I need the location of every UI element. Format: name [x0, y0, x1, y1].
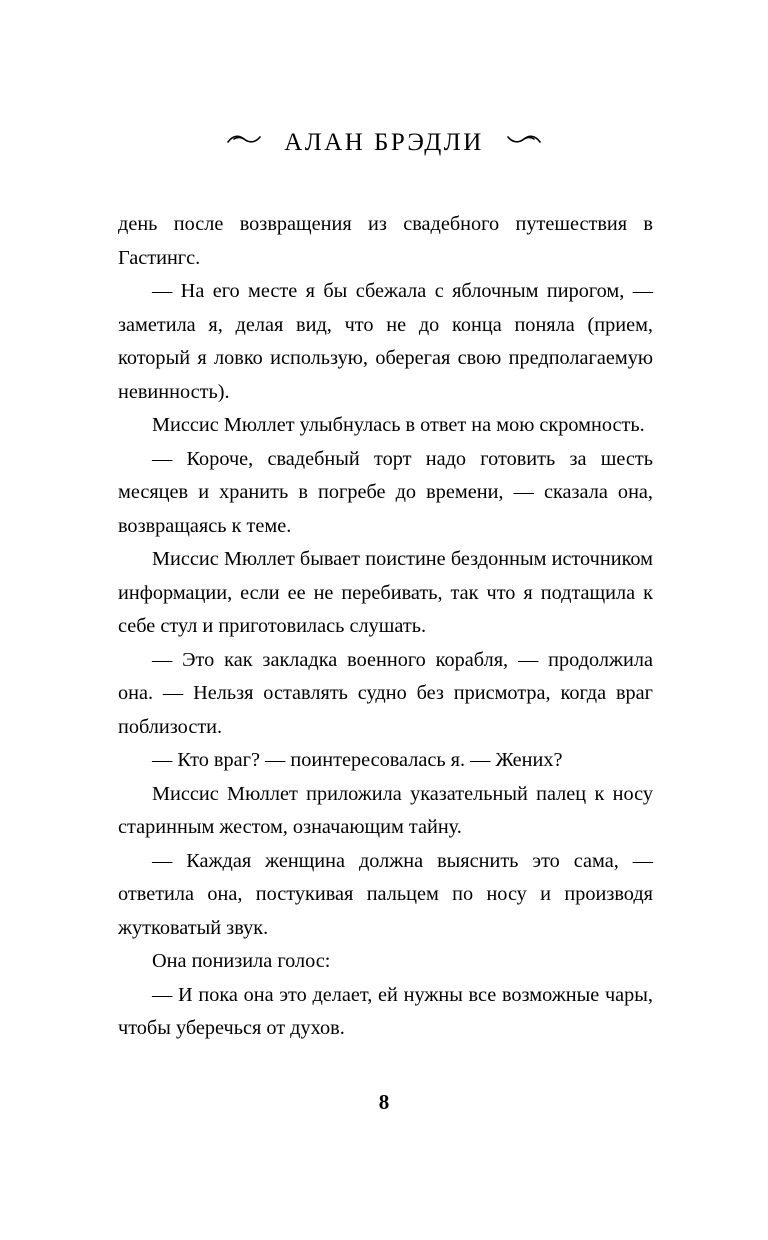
paragraph: — Короче, свадебный торт надо готовить за шесть месяцев и хранить в погребе до времени, — сказала она, возвращаясь к теме.: [118, 447, 653, 537]
paragraph: — И пока она это делает, ей нужны все возможные чары, чтобы уберечься от духов.: [118, 983, 653, 1039]
book-author-title: АЛАН БРЭДЛИ: [284, 129, 484, 157]
ornament-right-icon: [507, 130, 541, 152]
running-head: [0, 128, 768, 157]
paragraph: — На его месте я бы сбежала с яблочным пирогом, — заметила я, делая вид, что не до конца поняла (прием, который я ловко использую, оберегая свою предполагаемую невинность).: [118, 280, 653, 403]
page-number: 8: [378, 1090, 390, 1114]
ornament-left-icon: [227, 130, 261, 152]
paragraph: Миссис Мюллет приложила указательный палец к носу старинным жестом, означающим тайну.: [118, 782, 653, 838]
paragraph: — Это как закладка военного корабля, — продолжила она. — Нельзя оставлять судно без присмотра, когда враг поблизости.: [118, 648, 653, 738]
paragraph: Миссис Мюллет улыбнулась в ответ на мою скромность.: [152, 414, 645, 436]
paragraph: — Кто враг? — поинтересовалась я. — Жених?: [152, 749, 563, 771]
body-text: [118, 208, 653, 1046]
paragraph: — Каждая женщина должна выяснить это сама, — ответила она, постукивая пальцем по носу и производя жутковатый звук.: [118, 849, 653, 939]
paragraph: Она понизила голос:: [152, 950, 331, 972]
paragraph: Миссис Мюллет бывает поистине бездонным источником информации, если ее не перебивать, так что я подтащила к себе стул и приготовилась слушать.: [118, 548, 653, 637]
paragraph: день после возвращения из свадебного путешествия в Гастингс.: [118, 213, 653, 269]
